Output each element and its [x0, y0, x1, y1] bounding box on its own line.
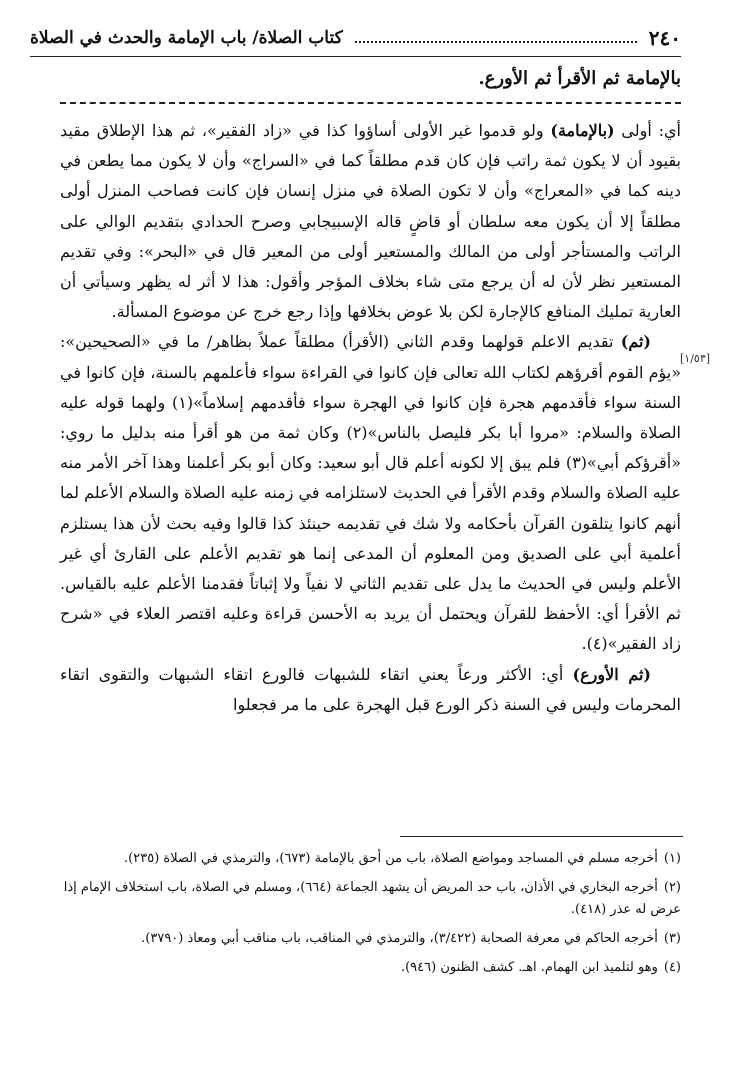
footnote-text: أخرجه الحاكم في معرفة الصحابة (٣/٤٢٢)، والترمذي في المناقب، باب مناقب أبي ومعاذ (٣٧٩٠).: [141, 931, 658, 946]
matn-separator: [60, 102, 681, 104]
footnote: [60, 877, 681, 921]
paragraph-keyword: (بالإمامة): [550, 121, 615, 140]
paragraph-text: أي: الأكثر ورعاً يعني اتقاء للشبهات فالورع اتقاء الشبهات والتقوى اتقاء المحرمات وليس في السنة ذكر الورع قبل الهجرة على ما مر فجعلوا: [60, 664, 681, 714]
page-number: ٢٤٠: [648, 26, 681, 50]
footnote-text: أخرجه مسلم في المساجد ومواضع الصلاة، باب من أحق بالإمامة (٦٧٣)، والترمذي في الصلاة (٢٣٥).: [124, 851, 658, 866]
paragraph: [60, 327, 681, 659]
running-title: كتاب الصلاة/ باب الإمامة والحدث في الصلاة: [30, 28, 343, 48]
paragraph-text: ولو قدموا غير الأولى أساؤوا كذا في «زاد الفقير»، ثم هذا الإطلاق مقيد بقيود أن لا يكون ثمة راتب فإن كان قدم مطلقاً كما في «السراج» وأن لا يكون مما يطعن في دينه كما في «المعراج» وأن لا تكون الصلاة في منزل إنسان فإن كانت فصاحب المنزل أولى مطلقاً إلا أن يكون معه سلطان أو قاضٍ قاله الإسبيجابي وصرح الحدادي بتقديم الوالي على الراتب والمستأجر أولى من المالك والمستعير أولى من المعير قال في «البحر»: وفي تقديم المستعير نظر لأن له أن يرجع متى شاء بخلاف المؤجر وأقول: هذا لا أثر له يظهر وسيأتي أن العارية تمليك المنافع كالإجارة لكن بلا عوض بخلافها وإذا رجع خرج عن موضوع المسألة.: [60, 121, 681, 322]
paragraph-lead: أي: أولى: [614, 121, 682, 140]
page-header: [30, 18, 681, 58]
footnote-number: (٢): [663, 880, 681, 895]
footnote: [60, 928, 681, 950]
header-rule: [30, 56, 681, 57]
paragraph-keyword: (ثم): [620, 332, 651, 352]
footnote-text: وهو لتلميذ ابن الهمام. اهـ. كشف الظنون (٩٤٦).: [400, 960, 658, 975]
paragraph-keyword: (ثم الأورع): [572, 664, 652, 684]
header-dotted-leader: [355, 41, 637, 43]
footnote-rule: [400, 836, 683, 837]
footnote-number: (١): [663, 851, 681, 866]
margin-page-note: [١/٥٣]: [680, 352, 711, 365]
matn-text: بالإمامة ثم الأقرأ ثم الأورع.: [478, 68, 681, 89]
footnote-number: (٤): [663, 960, 681, 975]
footnote: [60, 848, 681, 870]
footnote-number: (٣): [663, 931, 681, 946]
paragraph: [60, 116, 681, 327]
footnotes: [60, 848, 681, 986]
commentary-body: [60, 116, 681, 720]
footnote: [60, 957, 681, 979]
footnote-text: أخرجه البخاري في الأذان، باب حد المريض أن يشهد الجماعة (٦٦٤)، ومسلم في الصلاة، باب استخلاف الإمام إذا عرض له عذر (٤١٨).: [63, 880, 681, 917]
paragraph-text: تقديم الاعلم قولهما وقدم الثاني (الأقرأ) مطلقاً عملاً بظاهر/ ما في «الصحيحين»: «يؤم القوم أقرؤهم لكتاب الله تعالى فإن كانوا في القراءة سواء فأعلمهم بالسنة، فإن كانوا في السنة سواء فأقدمهم هجرة فإن كانوا في الهجرة سواء فأقدمهم إسلاماً»(١) ولهما قوله عليه الصلاة والسلام: «مروا أبا بكر فليصل بالناس»(٢) وكان ثمة من هو أقرأ منه بدليل ما روي: «أقرؤكم أبي»(٣) فلم يبق إلا لكونه أعلم قال أبو سعيد: وكان أبو بكر أعلمنا وهذا آخر الأمر منه عليه الصلاة والسلام وقدم الأقرأ في الحديث لاستلزامه في زمنه عليه الصلاة والسلام الأعلم لما أنهم كانوا يتلقون القرآن بأحكامه ولا شك في تقديمه حينئذ كذا قالوا وفيه بحث لأن هذا يستلزم أعلمية أبي على الصديق ومن المعلوم أن المدعى إنما هو تقديم الأعلم على القارئ أي غير الأعلم وليس في الحديث ما يدل على تقديم الثاني لا نفياً ولا إثباتاً فقدمنا الأعلم عليه بالقياس. ثم الأقرأ أي: الأحفظ للقرآن ويحتمل أن يريد به الأحسن قراءة وعليه اقتصر العلاء في «شرح زاد الفقير»(٤).: [60, 332, 682, 654]
paragraph: [60, 660, 681, 720]
